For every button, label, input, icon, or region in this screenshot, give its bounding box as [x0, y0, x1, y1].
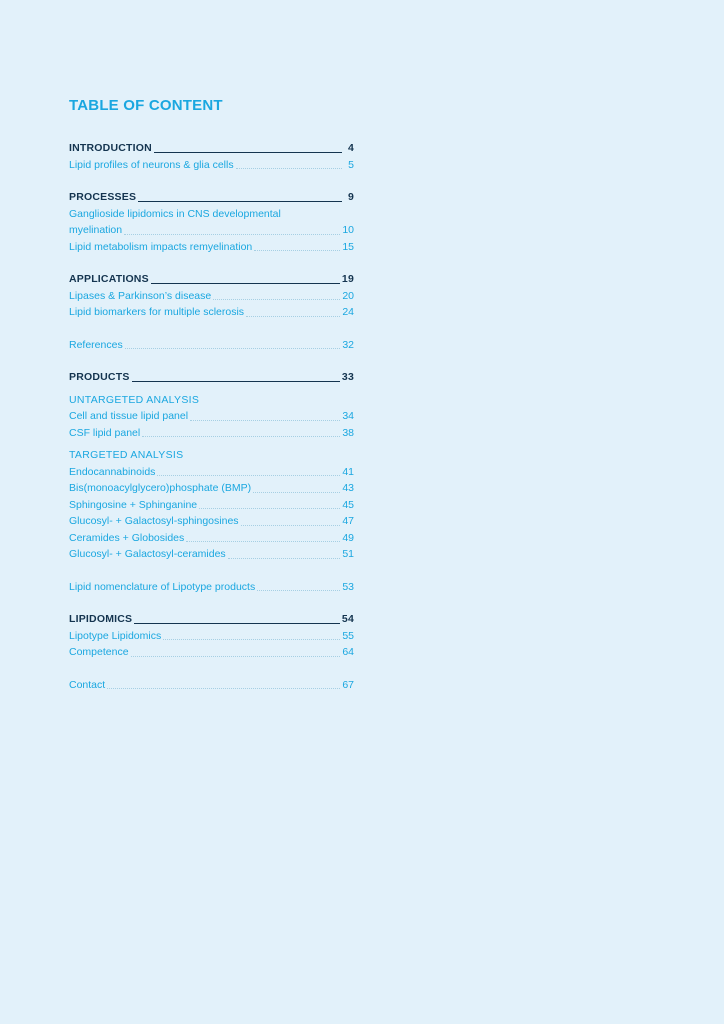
toc-entry-glucosyl-ceramides[interactable]: [69, 546, 354, 563]
toc-title: TABLE OF CONTENT: [69, 97, 223, 114]
spacer: [69, 173, 354, 189]
table-of-contents: [69, 96, 354, 693]
leader-line: [134, 623, 340, 624]
toc-entry-cell-tissue[interactable]: [69, 408, 354, 425]
toc-page-number: 53: [342, 580, 354, 593]
toc-entry-csf[interactable]: [69, 425, 354, 442]
toc-entry-label: Competence: [69, 646, 129, 658]
toc-entry-references[interactable]: [69, 337, 354, 354]
leader-line: [132, 381, 340, 382]
toc-entry-label: Endocannabinoids: [69, 465, 156, 478]
toc-entry-competence[interactable]: [69, 644, 354, 661]
toc-section-label: APPLICATIONS: [69, 273, 149, 285]
toc-section-label: PROCESSES: [69, 191, 137, 203]
toc-page-number: 34: [342, 410, 354, 422]
toc-page-number: 19: [341, 273, 354, 285]
dotted-leader: [124, 234, 340, 235]
toc-entry-label: Contact: [69, 678, 106, 691]
toc-page-number: 49: [342, 531, 354, 544]
toc-entry-ganglioside-line1[interactable]: Ganglioside lipidomics in CNS developmental: [69, 207, 281, 220]
toc-page-number: 45: [342, 498, 354, 511]
dotted-leader: [199, 508, 340, 509]
toc-entry-label: Ceramides + Globosides: [69, 531, 185, 544]
toc-entry-lipases[interactable]: [69, 288, 354, 305]
dotted-leader: [190, 420, 340, 421]
dotted-leader: [254, 250, 340, 251]
toc-page-number: 38: [342, 426, 354, 439]
toc-entry-ceramides-globosides[interactable]: [69, 530, 354, 547]
toc-entry-label: Lipid biomarkers for multiple sclerosis: [69, 306, 245, 318]
toc-section-label: PRODUCTS: [69, 371, 130, 383]
dotted-leader: [236, 168, 342, 169]
leader-line: [151, 283, 340, 284]
dotted-leader: [131, 656, 341, 657]
toc-page-number: 33: [341, 371, 354, 383]
toc-entry-label: Sphingosine + Sphinganine: [69, 498, 198, 511]
toc-page-number: 9: [347, 191, 354, 203]
dotted-leader: [142, 436, 340, 437]
toc-section-processes[interactable]: [69, 189, 354, 206]
toc-page-number: 24: [342, 306, 354, 318]
toc-subheading-targeted: TARGETED ANALYSIS: [69, 449, 184, 461]
toc-entry-label: Lipid profiles of neurons & glia cells: [69, 158, 234, 171]
spacer: [69, 255, 354, 271]
toc-entry-label: Bis(monoacylglycero)phosphate (BMP): [69, 482, 252, 494]
spacer: [69, 563, 354, 579]
toc-entry-remyelination[interactable]: [69, 239, 354, 256]
toc-entry-contact[interactable]: [69, 677, 354, 694]
toc-entry-label: References: [69, 338, 123, 351]
dotted-leader: [157, 475, 340, 476]
dotted-leader: [107, 688, 340, 689]
toc-entry-bmp[interactable]: [69, 480, 354, 497]
dotted-leader: [228, 558, 341, 559]
toc-page-number: 43: [342, 482, 354, 494]
dotted-leader: [246, 316, 340, 317]
toc-page-number: 67: [342, 678, 354, 691]
toc-entry-glucosyl-sphingosines[interactable]: [69, 513, 354, 530]
toc-entry-label: Cell and tissue lipid panel: [69, 410, 189, 422]
toc-page-number: 55: [342, 629, 354, 642]
toc-section-products[interactable]: [69, 369, 354, 386]
dotted-leader: [163, 639, 340, 640]
spacer: [69, 595, 354, 611]
toc-section-label: LIPIDOMICS: [69, 613, 133, 625]
toc-entry-sphingosine[interactable]: [69, 497, 354, 514]
toc-section-applications[interactable]: [69, 271, 354, 288]
toc-page-number: 54: [341, 613, 354, 625]
toc-entry-label: Glucosyl- + Galactosyl-ceramides: [69, 548, 226, 560]
dotted-leader: [253, 492, 340, 493]
toc-entry-label: Glucosyl- + Galactosyl-sphingosines: [69, 515, 239, 527]
toc-entry-endocannabinoids[interactable]: [69, 464, 354, 481]
spacer: [69, 661, 354, 677]
dotted-leader: [257, 590, 340, 591]
toc-entry-label: CSF lipid panel: [69, 426, 141, 439]
toc-entry-label: Lipotype Lipidomics: [69, 629, 162, 642]
toc-entry-lipotype-lipidomics[interactable]: [69, 628, 354, 645]
dotted-leader: [186, 541, 340, 542]
toc-entry-label: Lipid nomenclature of Lipotype products: [69, 580, 256, 593]
toc-entry-nomenclature[interactable]: [69, 579, 354, 596]
leader-line: [154, 152, 342, 153]
dotted-leader: [213, 299, 340, 300]
toc-page-number: 5: [348, 158, 354, 171]
toc-page-number: 10: [342, 224, 354, 236]
toc-page-number: 51: [342, 548, 354, 560]
toc-page-number: 64: [342, 646, 354, 658]
spacer: [69, 321, 354, 337]
leader-line: [138, 201, 342, 202]
toc-page-number: 4: [347, 142, 354, 154]
dotted-leader: [241, 525, 341, 526]
toc-entry-lipid-profiles[interactable]: [69, 157, 354, 174]
toc-section-label: INTRODUCTION: [69, 142, 152, 154]
toc-subheading-untargeted: UNTARGETED ANALYSIS: [69, 393, 200, 406]
toc-section-lipidomics[interactable]: [69, 611, 354, 628]
toc-page-number: 15: [342, 240, 354, 253]
toc-page-number: 41: [342, 465, 354, 478]
dotted-leader: [125, 348, 341, 349]
toc-page-number: 32: [342, 338, 354, 351]
toc-entry-ganglioside[interactable]: [69, 222, 354, 239]
toc-entry-label: myelination: [69, 224, 123, 236]
toc-section-introduction[interactable]: [69, 140, 354, 157]
toc-entry-label: Lipid metabolism impacts remyelination: [69, 240, 253, 253]
toc-page-number: 47: [342, 515, 354, 527]
toc-page-number: 20: [342, 289, 354, 302]
toc-entry-biomarkers[interactable]: [69, 304, 354, 321]
spacer: [69, 353, 354, 369]
toc-entry-label: Lipases & Parkinson’s disease: [69, 289, 212, 302]
